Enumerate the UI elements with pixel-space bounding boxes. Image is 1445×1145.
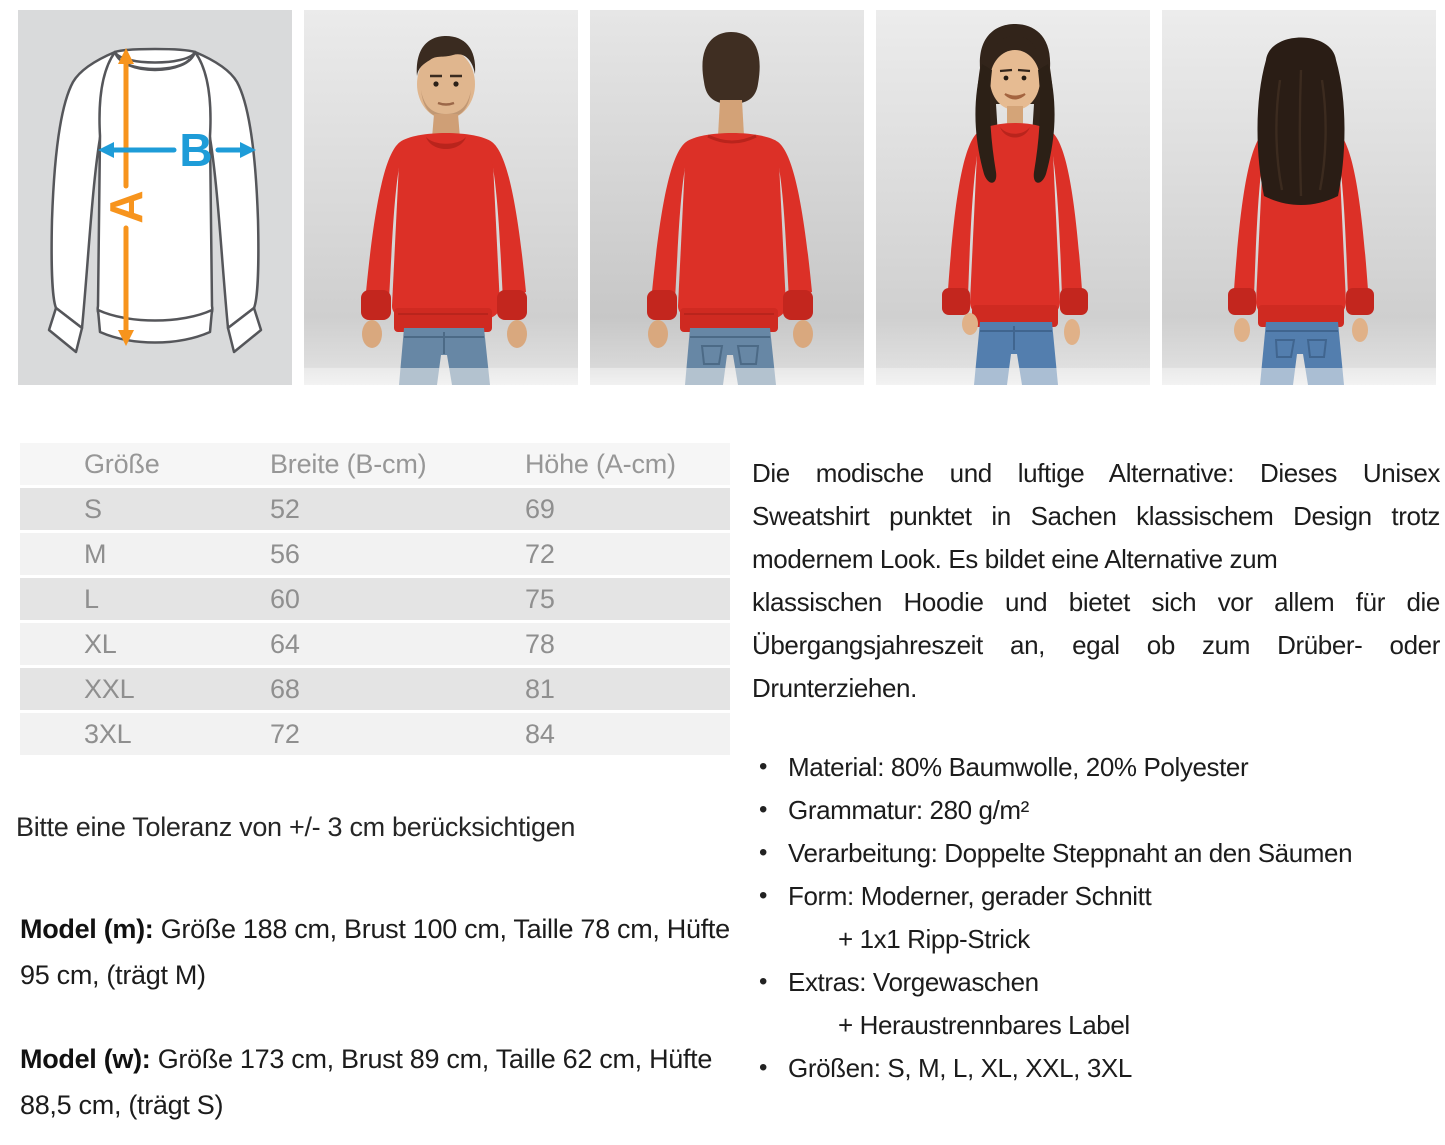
bullet-icon: • bbox=[759, 882, 768, 909]
table-row bbox=[20, 713, 730, 755]
tolerance-note: Bitte eine Toleranz von +/- 3 cm berücksichtigen bbox=[16, 812, 576, 842]
table-row bbox=[20, 623, 730, 665]
size-cell: L bbox=[84, 584, 99, 614]
breite-cell: 56 bbox=[270, 539, 300, 569]
table-row bbox=[20, 578, 730, 620]
cuff bbox=[497, 290, 527, 320]
feature-list bbox=[752, 746, 1442, 1090]
photo-woman-front bbox=[876, 10, 1150, 385]
model-w-text: Größe 173 cm, Brust 89 cm, Taille 62 cm, Hüfte 88,5 cm, (trägt S) bbox=[20, 1044, 713, 1120]
feature-text: Material: 80% Baumwolle, 20% Polyester bbox=[788, 752, 1249, 782]
feature-item bbox=[752, 918, 1442, 961]
bullet-icon: • bbox=[759, 1054, 768, 1081]
breite-cell: 60 bbox=[270, 584, 300, 614]
cuff bbox=[647, 290, 677, 320]
floor-fade bbox=[876, 368, 1150, 385]
sweatshirt-outline bbox=[49, 49, 261, 352]
hand bbox=[962, 313, 978, 335]
photo-man-front bbox=[304, 10, 578, 385]
feature-item bbox=[752, 832, 1442, 875]
sweatshirt-torso bbox=[392, 133, 500, 320]
hoehe-cell: 81 bbox=[525, 674, 555, 704]
feature-item bbox=[752, 1004, 1442, 1047]
size-cell: S bbox=[84, 494, 102, 524]
hand bbox=[362, 320, 382, 348]
size-cell: XXL bbox=[84, 674, 135, 704]
feature-item bbox=[752, 875, 1442, 918]
hand bbox=[507, 320, 527, 348]
cuff bbox=[1346, 288, 1374, 315]
size-table-header bbox=[20, 443, 730, 485]
floor-fade bbox=[590, 368, 864, 385]
header-groesse: Größe bbox=[84, 449, 160, 479]
header-hoehe: Höhe (A-cm) bbox=[525, 449, 676, 479]
table-row bbox=[20, 533, 730, 575]
cuff bbox=[942, 288, 970, 315]
cuff bbox=[1228, 288, 1256, 315]
size-cell: M bbox=[84, 539, 107, 569]
hand bbox=[648, 320, 668, 348]
description-line: Drunterziehen. bbox=[752, 673, 917, 703]
description-line: Sweatshirt punktet in Sachen klassischem Design trotz bbox=[752, 501, 1440, 531]
description-line: klassischen Hoodie und bietet sich vor allem für die bbox=[752, 587, 1440, 617]
feature-text: Verarbeitung: Doppelte Steppnaht an den Säumen bbox=[788, 838, 1353, 868]
measure-label-a: A bbox=[100, 190, 152, 224]
cuff bbox=[361, 290, 391, 320]
hand bbox=[1234, 318, 1250, 342]
woman-front-illustration bbox=[876, 10, 1150, 385]
model-w-label: Model (w): bbox=[20, 1044, 151, 1074]
cuff bbox=[1060, 288, 1088, 315]
feature-text: + Heraustrennbares Label bbox=[838, 1010, 1130, 1040]
model-m-label: Model (m): bbox=[20, 914, 154, 944]
body-outline bbox=[98, 49, 213, 323]
floor-fade bbox=[1162, 368, 1436, 385]
description-line: Übergangsjahreszeit an, egal ob zum Drüber- oder bbox=[752, 630, 1440, 660]
hoehe-cell: 84 bbox=[525, 719, 555, 749]
eye bbox=[453, 81, 458, 86]
hoehe-cell: 72 bbox=[525, 539, 555, 569]
size-cell: XL bbox=[84, 629, 117, 659]
breite-cell: 52 bbox=[270, 494, 300, 524]
feature-text: Grammatur: 280 g/m² bbox=[788, 795, 1029, 825]
face bbox=[990, 50, 1040, 110]
feature-text: Form: Moderner, gerader Schnitt bbox=[788, 881, 1152, 911]
hoehe-cell: 69 bbox=[525, 494, 555, 524]
hand bbox=[1352, 318, 1368, 342]
photo-man-back bbox=[590, 10, 864, 385]
description-line: modernem Look. Es bildet eine Alternative zum bbox=[752, 544, 1278, 574]
hoehe-cell: 78 bbox=[525, 629, 555, 659]
eye bbox=[433, 81, 438, 86]
model-m-info bbox=[20, 906, 732, 998]
photo-woman-back bbox=[1162, 10, 1436, 385]
eye bbox=[1004, 76, 1009, 81]
feature-item bbox=[752, 746, 1442, 789]
sweatshirt-torso bbox=[678, 133, 786, 320]
product-image-strip bbox=[18, 10, 1436, 385]
measure-label-b: B bbox=[179, 124, 213, 176]
table-row bbox=[20, 668, 730, 710]
header-breite: Breite (B-cm) bbox=[270, 449, 427, 479]
woman-back-illustration bbox=[1162, 10, 1436, 385]
model-w-info bbox=[20, 1036, 732, 1128]
floor-fade bbox=[304, 368, 578, 385]
hand bbox=[1064, 319, 1080, 345]
breite-cell: 64 bbox=[270, 629, 300, 659]
man-back-illustration bbox=[590, 10, 864, 385]
table-row bbox=[20, 488, 730, 530]
description-line: Die modische und luftige Alternative: Dieses Unisex bbox=[752, 458, 1440, 488]
bullet-icon: • bbox=[759, 968, 768, 995]
feature-text: Größen: S, M, L, XL, XXL, 3XL bbox=[788, 1053, 1132, 1083]
cuff bbox=[783, 290, 813, 320]
bullet-icon: • bbox=[759, 753, 768, 780]
model-m-text: Größe 188 cm, Brust 100 cm, Taille 78 cm, Hüfte 95 cm, (trägt M) bbox=[20, 914, 730, 990]
feature-item bbox=[752, 961, 1442, 1004]
bullet-icon: • bbox=[759, 839, 768, 866]
size-table-body bbox=[20, 488, 730, 755]
hand bbox=[793, 320, 813, 348]
eye bbox=[1022, 76, 1027, 81]
hoehe-cell: 75 bbox=[525, 584, 555, 614]
product-description bbox=[752, 452, 1440, 710]
hair bbox=[702, 32, 759, 104]
feature-text: + 1x1 Ripp-Strick bbox=[838, 924, 1030, 954]
breite-cell: 72 bbox=[270, 719, 300, 749]
man-front-illustration bbox=[304, 10, 578, 385]
feature-item bbox=[752, 789, 1442, 832]
feature-text: Extras: Vorgewaschen bbox=[788, 967, 1039, 997]
size-diagram bbox=[18, 10, 292, 385]
feature-item bbox=[752, 1047, 1442, 1090]
size-diagram-panel bbox=[18, 10, 292, 385]
size-table bbox=[20, 443, 730, 758]
size-cell: 3XL bbox=[84, 719, 132, 749]
neck bbox=[718, 100, 744, 136]
breite-cell: 68 bbox=[270, 674, 300, 704]
bullet-icon: • bbox=[759, 796, 768, 823]
